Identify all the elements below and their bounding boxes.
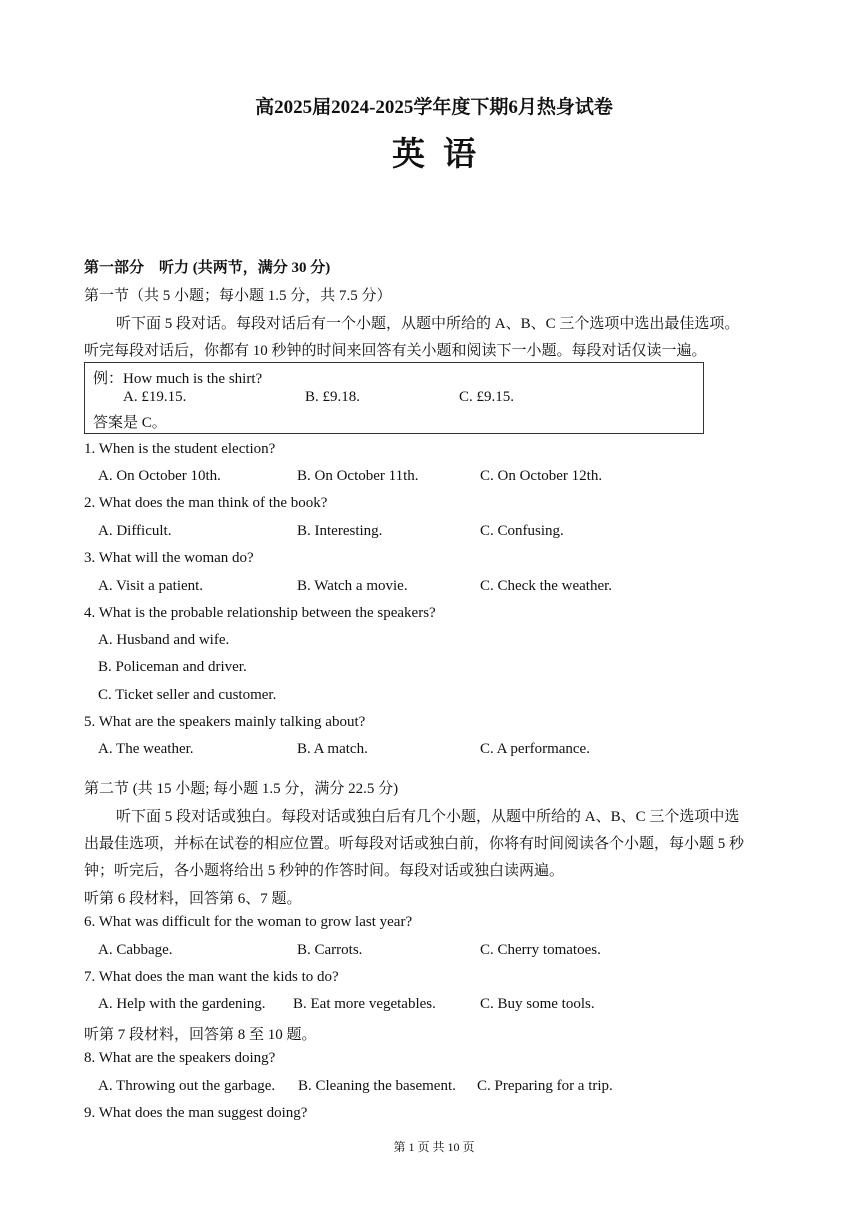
q4-option-a: A. Husband and wife. [98,632,230,648]
q3-option-c: C. Check the weather. [480,578,613,594]
q1-option-b: B. On October 11th. [297,468,419,484]
q4-option-b: B. Policeman and driver. [98,659,247,675]
section2-instruction-1: 听下面 5 段对话或独白。每段对话或独白后有几个小题，从题中所给的 A、B、C 三个选项中选 [116,809,740,825]
q8-option-a: A. Throwing out the garbage. [98,1078,276,1094]
q2-option-b: B. Interesting. [297,523,383,539]
q6-option-b: B. Carrots. [297,942,363,958]
example-box [84,362,704,434]
section1-instruction-1: 听下面 5 段对话。每段对话后有一个小题，从题中所给的 A、B、C 三个选项中选出最佳选项。 [116,316,740,332]
example-question: 例：How much is the shirt? [93,371,263,387]
material-6-note: 听第 6 段材料，回答第 6、7 题。 [84,891,302,907]
question-3: 3. What will the woman do? [84,550,254,566]
q2-option-c: C. Confusing. [480,523,564,539]
question-2: 2. What does the man think of the book? [84,495,328,511]
q5-option-a: A. The weather. [98,741,194,757]
example-option-b: B. £9.18. [305,389,361,405]
q5-option-b: B. A match. [297,741,368,757]
example-option-c: C. £9.15. [459,389,515,405]
q4-option-c: C. Ticket seller and customer. [98,687,277,703]
section2-instruction-3: 钟；听完后，各小题将给出 5 秒钟的作答时间。每段对话或独白读两遍。 [84,863,565,879]
q3-option-b: B. Watch a movie. [297,578,408,594]
section2-heading: 第二节 (共 15 小题; 每小题 1.5 分，满分 22.5 分) [84,781,399,797]
q8-option-c: C. Preparing for a trip. [477,1078,613,1094]
q5-option-c: C. A performance. [480,741,590,757]
question-1: 1. When is the student election? [84,441,276,457]
question-9: 9. What does the man suggest doing? [84,1105,308,1121]
section2-instruction-2: 出最佳选项，并标在试卷的相应位置。听每段对话或独白前，你将有时间阅读各个小题，每小题 5 秒 [84,836,745,852]
q8-option-b: B. Cleaning the basement. [298,1078,456,1094]
q6-option-a: A. Cabbage. [98,942,173,958]
part1-heading: 第一部分 听力 (共两节，满分 30 分) [84,260,331,276]
q7-option-b: B. Eat more vegetables. [293,996,436,1012]
q3-option-a: A. Visit a patient. [98,578,204,594]
question-5: 5. What are the speakers mainly talking about? [84,714,366,730]
exam-title: 高2025届2024-2025学年度下期6月热身试卷 [255,97,613,118]
q1-option-a: A. On October 10th. [98,468,221,484]
example-option-a: A. £19.15. [123,389,187,405]
section1-instruction-2: 听完每段对话后，你都有 10 秒钟的时间来回答有关小题和阅读下一小题。每段对话仅读一遍。 [84,343,707,359]
example-answer: 答案是 C。 [93,415,167,431]
question-4: 4. What is the probable relationship between the speakers? [84,605,436,621]
question-8: 8. What are the speakers doing? [84,1050,276,1066]
page-footer: 第 1 页 共 10 页 [393,1140,475,1154]
question-6: 6. What was difficult for the woman to grow last year? [84,914,413,930]
q2-option-a: A. Difficult. [98,523,172,539]
q7-option-c: C. Buy some tools. [480,996,595,1012]
section1-heading: 第一节（共 5 小题；每小题 1.5 分，共 7.5 分） [84,288,392,304]
q6-option-c: C. Cherry tomatoes. [480,942,601,958]
q1-option-c: C. On October 12th. [480,468,603,484]
subject-title: 英语 [392,137,494,173]
q7-option-a: A. Help with the gardening. [98,996,266,1012]
material-7-note: 听第 7 段材料，回答第 8 至 10 题。 [84,1027,317,1043]
question-7: 7. What does the man want the kids to do? [84,969,339,985]
